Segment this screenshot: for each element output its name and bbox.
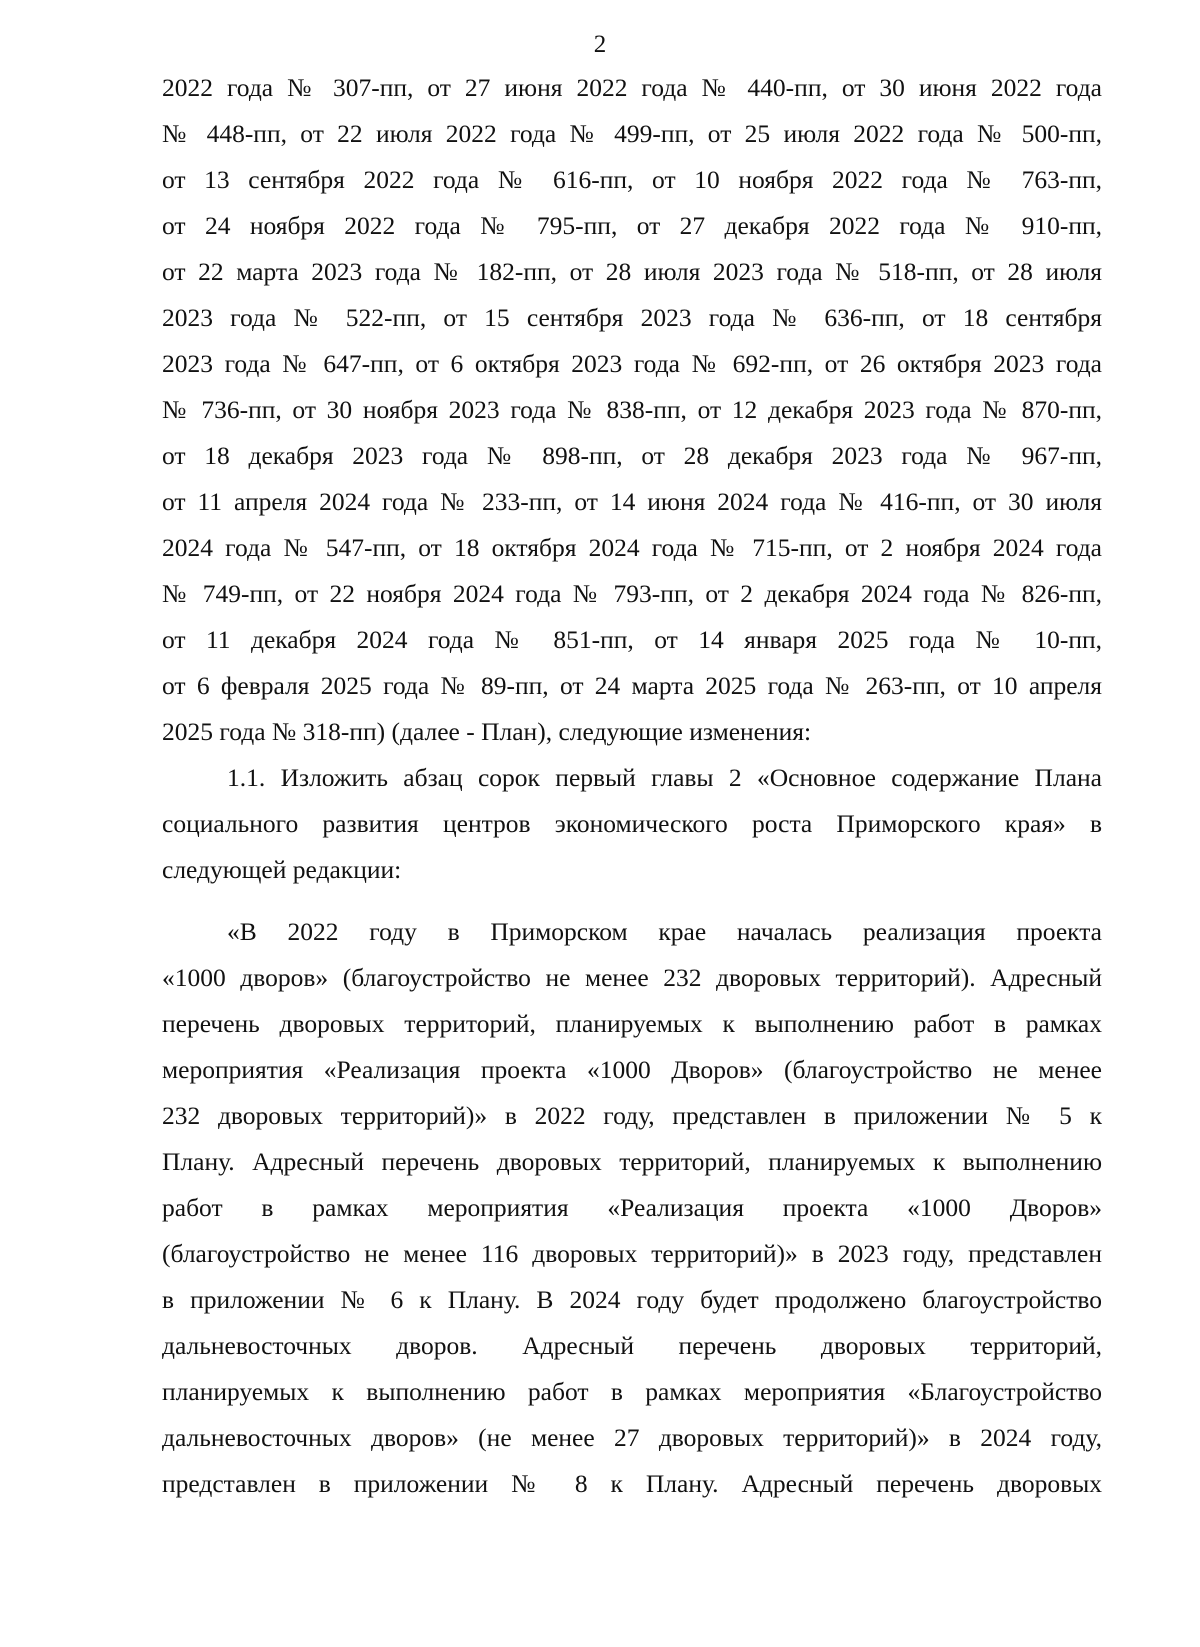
paragraph-gap	[162, 893, 1102, 909]
text-line: следующей редакции:	[162, 855, 402, 884]
text-line: «1000 дворов» (благоустройство не менее 232 дворовых территорий). Адресный	[162, 963, 1102, 992]
page-number: 2	[593, 31, 607, 58]
text-line: работ в рамках мероприятия «Реализация проекта «1000 Дворов»	[162, 1193, 1102, 1222]
document-body	[162, 65, 1102, 1507]
paragraph-item-1-1	[162, 755, 1102, 893]
text-line: № 736-пп, от 30 ноября 2023 года № 838-пп, от 12 декабря 2023 года № 870-пп,	[162, 395, 1102, 424]
paragraph-resolution-list	[162, 65, 1102, 755]
text-line: планируемых к выполнению работ в рамках мероприятия «Благоустройство	[162, 1377, 1102, 1406]
text-line: мероприятия «Реализация проекта «1000 Дворов» (благоустройство не менее	[162, 1055, 1102, 1084]
text-line: в приложении № 6 к Плану. В 2024 году будет продолжено благоустройство	[162, 1285, 1102, 1314]
text-line: от 13 сентября 2022 года № 616-пп, от 10 ноября 2022 года № 763-пп,	[162, 165, 1102, 194]
text-line: 2023 года № 647-пп, от 6 октября 2023 года № 692-пп, от 26 октября 2023 года	[162, 349, 1102, 378]
text-line: 2023 года № 522-пп, от 15 сентября 2023 года № 636-пп, от 18 сентября	[162, 303, 1102, 332]
text-line: от 11 апреля 2024 года № 233-пп, от 14 июня 2024 года № 416-пп, от 30 июля	[162, 487, 1102, 516]
text-line: от 24 ноября 2022 года № 795-пп, от 27 декабря 2022 года № 910-пп,	[162, 211, 1102, 240]
text-line: 232 дворовых территорий)» в 2022 году, представлен в приложении № 5 к	[162, 1101, 1102, 1130]
text-line: перечень дворовых территорий, планируемых к выполнению работ в рамках	[162, 1009, 1102, 1038]
text-line: представлен в приложении № 8 к Плану. Адресный перечень дворовых	[162, 1469, 1102, 1498]
text-line: 2025 года № 318-пп) (далее - План), следующие изменения:	[162, 717, 812, 746]
text-line: № 749-пп, от 22 ноября 2024 года № 793-пп, от 2 декабря 2024 года № 826-пп,	[162, 579, 1102, 608]
text-line: от 11 декабря 2024 года № 851-пп, от 14 января 2025 года № 10-пп,	[162, 625, 1102, 654]
text-line: от 22 марта 2023 года № 182-пп, от 28 июля 2023 года № 518-пп, от 28 июля	[162, 257, 1102, 286]
paragraph-quoted-wording	[162, 909, 1102, 1507]
text-line: 1.1. Изложить абзац сорок первый главы 2 «Основное содержание Плана	[227, 763, 1102, 792]
text-line: социального развития центров экономического роста Приморского края» в	[162, 809, 1102, 838]
text-line: «В 2022 году в Приморском крае началась реализация проекта	[227, 917, 1102, 946]
text-line: (благоустройство не менее 116 дворовых территорий)» в 2023 году, представлен	[162, 1239, 1102, 1268]
text-line: дальневосточных дворов» (не менее 27 дворовых территорий)» в 2024 году,	[162, 1423, 1102, 1452]
text-line: 2024 года № 547-пп, от 18 октября 2024 года № 715-пп, от 2 ноября 2024 года	[162, 533, 1102, 562]
text-line: Плану. Адресный перечень дворовых территорий, планируемых к выполнению	[162, 1147, 1102, 1176]
text-line: от 18 декабря 2023 года № 898-пп, от 28 декабря 2023 года № 967-пп,	[162, 441, 1102, 470]
text-line: от 6 февраля 2025 года № 89-пп, от 24 марта 2025 года № 263-пп, от 10 апреля	[162, 671, 1102, 700]
text-line: № 448-пп, от 22 июля 2022 года № 499-пп, от 25 июля 2022 года № 500-пп,	[162, 119, 1102, 148]
text-line: дальневосточных дворов. Адресный перечень дворовых территорий,	[162, 1331, 1102, 1360]
text-line: 2022 года № 307-пп, от 27 июня 2022 года № 440-пп, от 30 июня 2022 года	[162, 73, 1102, 102]
